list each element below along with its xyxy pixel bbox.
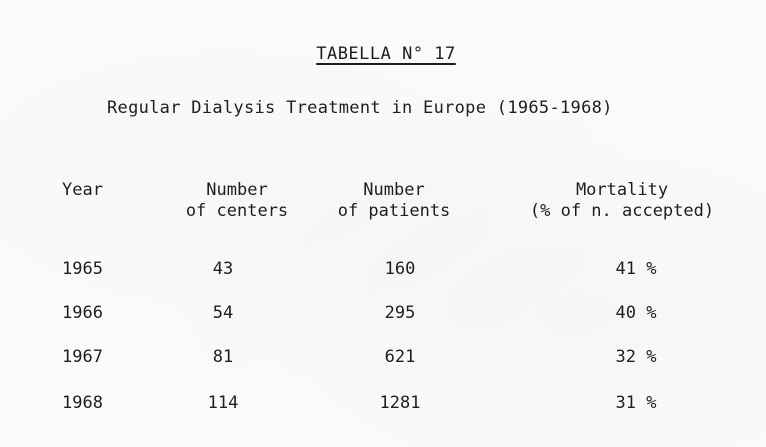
cell-mortality: 31 % — [615, 393, 657, 413]
column-header-year — [62, 180, 103, 201]
cell-year: 1965 — [62, 259, 103, 279]
column-header-line: Number — [206, 180, 268, 200]
column-header-mortality — [518, 180, 726, 222]
table-row — [0, 303, 766, 327]
column-header-centers — [178, 180, 296, 222]
cell-mortality: 41 % — [615, 259, 657, 279]
cell-year: 1968 — [62, 393, 103, 413]
table-row — [0, 393, 766, 417]
cell-centers: 43 — [212, 259, 234, 279]
table-row — [0, 347, 766, 371]
document-heading: Regular Dialysis Treatment in Europe (1965-1968) — [107, 98, 613, 118]
cell-patients: 621 — [384, 347, 416, 367]
table-label-text: TABELLA N° 17 — [316, 44, 456, 64]
cell-patients: 1281 — [379, 393, 421, 413]
column-header-line: Year — [62, 180, 103, 200]
cell-patients: 295 — [384, 303, 416, 323]
cell-centers: 114 — [207, 393, 239, 413]
column-header-line: of patients — [337, 201, 451, 221]
cell-year: 1966 — [62, 303, 103, 323]
cell-mortality: 32 % — [615, 347, 657, 367]
column-header-line: Mortality — [575, 180, 669, 200]
column-header-line: Number — [363, 180, 425, 200]
column-header-line: of centers — [185, 201, 289, 221]
column-header-line: (% of n. accepted) — [529, 201, 715, 221]
cell-patients: 160 — [384, 259, 416, 279]
cell-centers: 81 — [212, 347, 234, 367]
cell-centers: 54 — [212, 303, 234, 323]
column-header-patients — [324, 180, 464, 222]
cell-mortality: 40 % — [615, 303, 657, 323]
table-row — [0, 259, 766, 283]
table-label — [0, 44, 766, 64]
cell-year: 1967 — [62, 347, 103, 367]
